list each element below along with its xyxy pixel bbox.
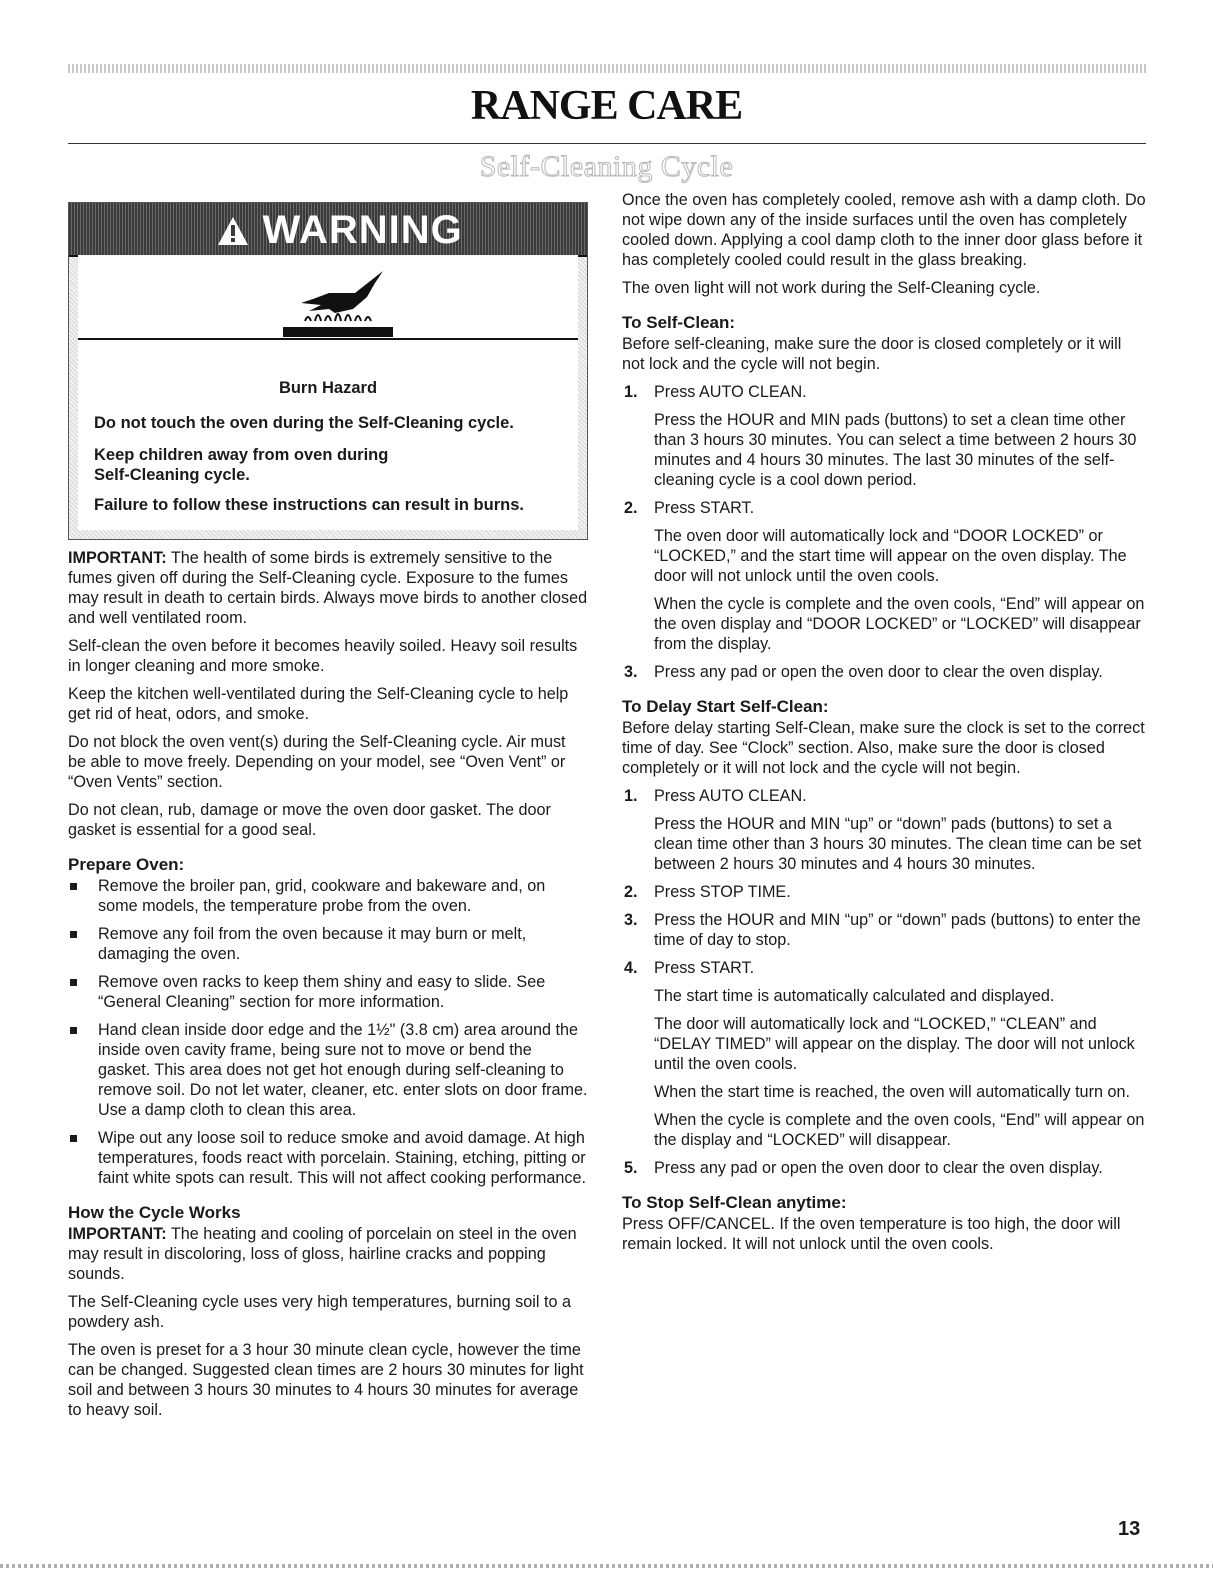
warning-header [69, 203, 587, 257]
step-item: 2. Press START. The oven door will automatically lock and “DOOR LOCKED” or “LOCKED,” and the start time will appear on the oven display. The door will not unlock until the oven cools. When the cycle is complete and the oven cools, “End” will appear on the oven display and “DOOR LOCKED” or “LOCKED” will disappear from the display. [624, 499, 1145, 653]
paragraph: Self-clean the oven before it becomes heavily soiled. Heavy soil results in longer cleaning and more smoke. [68, 637, 578, 675]
right-column [622, 190, 1148, 1262]
paragraph: Once the oven has completely cooled, remove ash with a damp cloth. Do not wipe down any of the inside surfaces until the oven has completely cooled down. Applying a cool damp cloth to the inner door glass before it has completely cooled could result in the glass breaking. [622, 191, 1146, 269]
left-column [68, 202, 588, 1428]
warning-line: Do not touch the oven during the Self-Cleaning cycle. [94, 414, 514, 432]
paragraph: Do not block the oven vent(s) during the Self-Cleaning cycle. Air must be able to move freely. Depending on your model, see “Oven Vent” or “Oven Vents” section. [68, 733, 566, 791]
burn-hazard-hand-icon [283, 267, 393, 339]
step-item: 3. Press the HOUR and MIN “up” or “down” pads (buttons) to enter the time of day to stop. [624, 911, 1141, 949]
list-item: Wipe out any loose soil to reduce smoke and avoid damage. At high temperatures, foods react with porcelain. Staining, etching, pitting or faint white spots can result. This will not affect cooking performance. [68, 1128, 588, 1188]
bullet-icon [70, 979, 77, 986]
step-item: 1. Press AUTO CLEAN. Press the HOUR and MIN pads (buttons) to set a clean time other than 3 hours 30 minutes. You can select a time between 2 hours 30 minutes and 4 hours 30 minutes. The last 30 minutes of the self-cleaning cycle is a cool down period. [624, 383, 1137, 489]
list-item: Remove oven racks to keep them shiny and easy to slide. See “General Cleaning” section for more information. [68, 972, 588, 1012]
step-item: 3. Press any pad or open the oven door to clear the oven display. [624, 663, 1103, 681]
important-note: IMPORTANT: The heating and cooling of porcelain on steel in the oven may result in discoloring, loss of gloss, hairline cracks and popping sounds. [68, 1225, 577, 1283]
list-item: Remove the broiler pan, grid, cookware and bakeware and, on some models, the temperature probe from the oven. [68, 876, 588, 916]
paragraph: The oven is preset for a 3 hour 30 minute clean cycle, however the time can be changed. Suggested clean times are 2 hours 30 minutes for light soil and between 3 hours 30 minutes to 4 hours 30 minutes for average to heavy soil. [68, 1341, 584, 1419]
step-item: 4. Press START. The start time is automatically calculated and displayed. The door will automatically lock and “LOCKED,” “CLEAN” and “DELAY TIMED” will appear on the display. The door will not unlock until the oven cools. When the start time is reached, the oven will automatically turn on. When the cycle is complete and the oven cools, “End” will appear on the display and “LOCKED” will disappear. [624, 959, 1145, 1149]
paragraph: Press OFF/CANCEL. If the oven temperature is too high, the door will remain locked. It will not unlock until the oven cools. [622, 1215, 1121, 1253]
self-clean-heading: To Self-Clean: [622, 313, 736, 332]
paragraph: The oven light will not work during the Self-Cleaning cycle. [622, 279, 1041, 297]
list-item: Remove any foil from the oven because it may burn or melt, damaging the oven. [68, 924, 588, 964]
warning-line: Failure to follow these instructions can result in burns. [94, 496, 524, 514]
section-title: Self-Cleaning Cycle [479, 150, 734, 183]
hazard-rule [78, 338, 578, 340]
stop-self-clean-heading: To Stop Self-Clean anytime: [622, 1193, 847, 1212]
important-note: IMPORTANT: The health of some birds is extremely sensitive to the fumes given off during the Self-Cleaning cycle. Exposure to the fumes may result in death to certain birds. Always move birds to another closed and well ventilated room. [68, 549, 588, 627]
page-title: RANGE CARE [470, 83, 743, 129]
bullet-icon [70, 931, 77, 938]
warning-line: Keep children away from oven during [94, 446, 389, 464]
delay-start-steps [622, 786, 1148, 1178]
how-cycle-works-heading: How the Cycle Works [68, 1203, 241, 1222]
page-number: 13 [1118, 1518, 1141, 1540]
prepare-oven-list [68, 876, 588, 1188]
title-rule [68, 143, 1146, 144]
warning-content [78, 255, 578, 530]
bullet-icon [70, 1027, 77, 1034]
bullet-icon [70, 883, 77, 890]
warning-heading: Burn Hazard [278, 379, 378, 397]
paragraph: Before self-cleaning, make sure the door is closed completely or it will not lock and the cycle will not begin. [622, 335, 1122, 373]
step-item: 1. Press AUTO CLEAN. Press the HOUR and MIN “up” or “down” pads (buttons) to set a clean time other than 3 hours 30 minutes. The clean time can be set between 2 hours 30 minutes and 4 hours 30 minutes. [624, 787, 1142, 873]
delay-start-heading: To Delay Start Self-Clean: [622, 697, 829, 716]
warning-box [68, 202, 588, 540]
bottom-rule [0, 1564, 1213, 1568]
step-item: 5. Press any pad or open the oven door to clear the oven display. [624, 1159, 1103, 1177]
prepare-oven-heading: Prepare Oven: [68, 855, 185, 874]
self-clean-steps [622, 382, 1148, 682]
top-dotted-rule [68, 64, 1146, 73]
paragraph: Before delay starting Self-Clean, make sure the clock is set to the correct time of day. See “Clock” section. Also, make sure the door is closed completely or it will not lock and the cycle will not begin. [622, 719, 1145, 777]
warning-line: Self-Cleaning cycle. [94, 466, 250, 484]
step-item: 2. Press STOP TIME. [624, 883, 791, 901]
bullet-icon [70, 1135, 77, 1142]
paragraph: The Self-Cleaning cycle uses very high temperatures, burning soil to a powdery ash. [68, 1293, 571, 1331]
list-item: Hand clean inside door edge and the 1½" (3.8 cm) area around the inside oven cavity frame, being sure not to move or bend the gasket. This area does not get hot enough during self-cleaning to remove soil. Do not let water, cleaner, etc. enter slots on door frame. Use a damp cloth to clean this area. [68, 1020, 588, 1120]
paragraph: Do not clean, rub, damage or move the oven door gasket. The door gasket is essential for a good seal. [68, 801, 551, 839]
paragraph: Keep the kitchen well-ventilated during the Self-Cleaning cycle to help get rid of heat, odors, and smoke. [68, 685, 569, 723]
warning-label: WARNING [262, 208, 463, 252]
